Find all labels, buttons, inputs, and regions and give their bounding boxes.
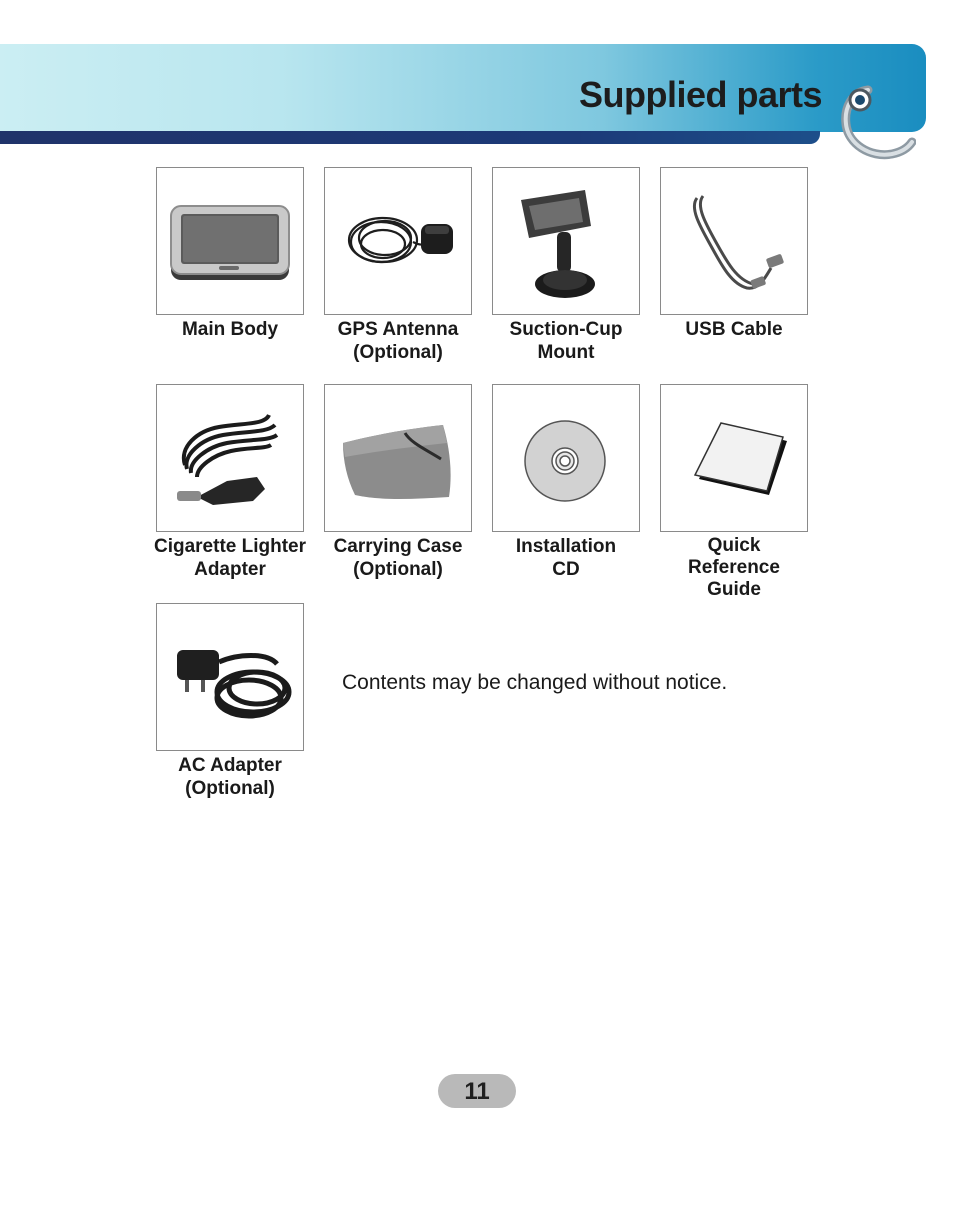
page-title: Supplied parts [578, 74, 822, 115]
item-installation-cd [481, 384, 651, 581]
suction-cup-mount-icon [493, 168, 639, 314]
page-number: 11 [438, 1074, 516, 1108]
cigarette-lighter-adapter-icon [157, 385, 303, 531]
item-label: AC Adapter (Optional) [178, 755, 282, 799]
item-cigarette-lighter-adapter [145, 384, 315, 581]
main-body-icon [157, 168, 303, 314]
item-label: Carrying Case (Optional) [333, 536, 463, 580]
item-label: GPS Antenna (Optional) [337, 319, 459, 363]
item-image-frame [324, 167, 472, 315]
gps-antenna-icon [325, 168, 471, 314]
quick-reference-guide-icon [661, 385, 807, 531]
ring-binder-icon [838, 82, 916, 162]
item-label: Main Body [181, 319, 279, 340]
item-gps-antenna [313, 167, 483, 364]
item-image-frame [492, 167, 640, 315]
item-label: Installation CD [515, 536, 617, 580]
item-label: Suction-Cup Mount [509, 319, 623, 363]
item-carrying-case [313, 384, 483, 581]
item-image-frame [660, 167, 808, 315]
installation-cd-icon [493, 385, 639, 531]
item-label: Quick Reference Guide [688, 535, 780, 600]
item-suction-cup-mount [481, 167, 651, 364]
item-image-frame [492, 384, 640, 532]
item-ac-adapter [145, 603, 315, 800]
item-main-body [145, 167, 315, 341]
item-label: USB Cable [685, 319, 783, 340]
notice-text: Contents may be changed without notice. [342, 671, 728, 694]
item-image-frame [156, 167, 304, 315]
carrying-case-icon [325, 385, 471, 531]
item-image-frame [156, 384, 304, 532]
item-image-frame [660, 384, 808, 532]
item-usb-cable [649, 167, 819, 341]
ac-adapter-icon [157, 604, 303, 750]
item-image-frame [324, 384, 472, 532]
item-label: Cigarette Lighter Adapter [153, 536, 307, 580]
item-image-frame [156, 603, 304, 751]
header-stripe [0, 131, 820, 144]
usb-cable-icon [661, 168, 807, 314]
item-quick-reference-guide [649, 384, 819, 601]
